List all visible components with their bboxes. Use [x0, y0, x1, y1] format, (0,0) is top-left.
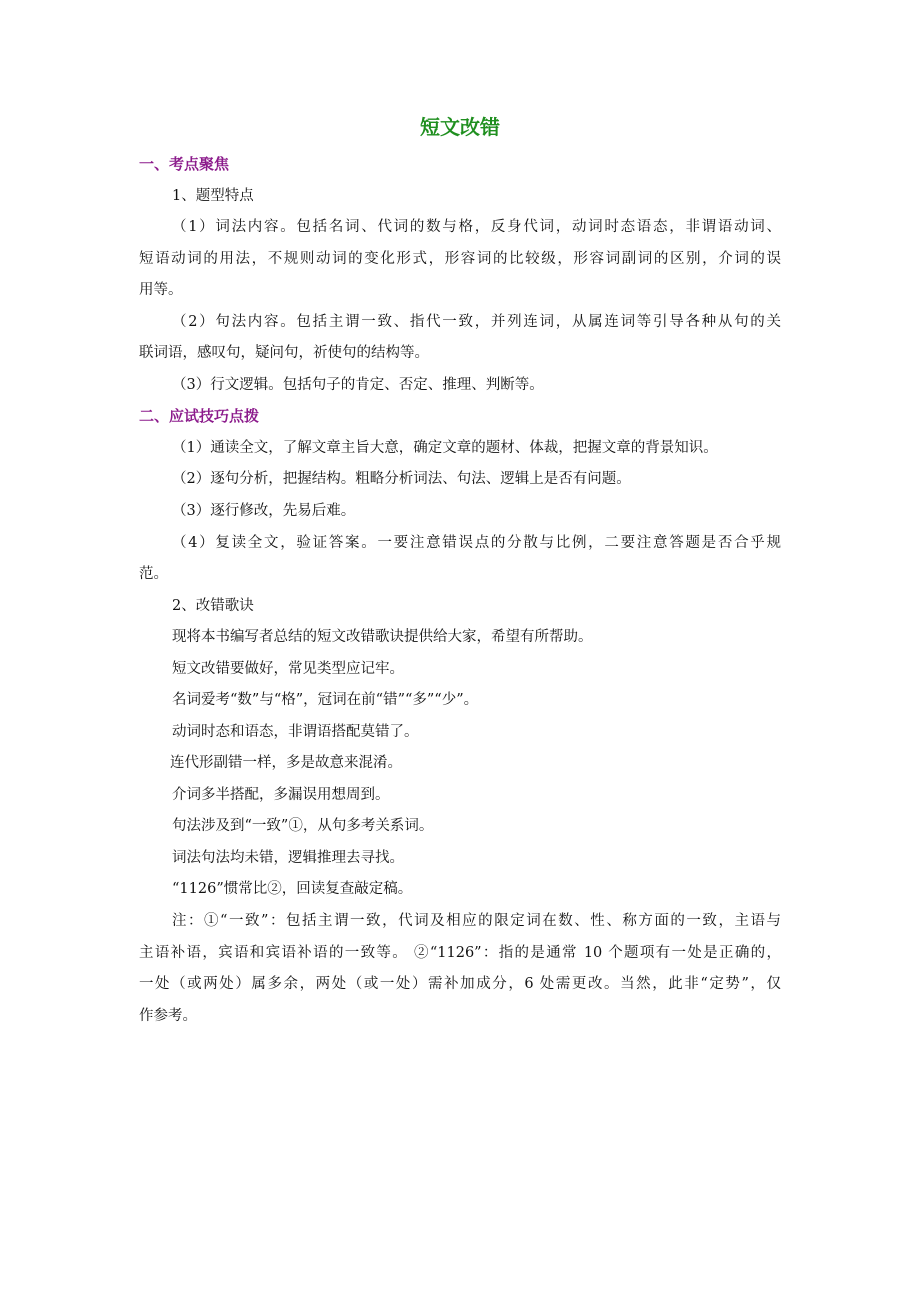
note-line-1: 注：①“一致”：包括主谓一致，代词及相应的限定词在数、性、称方面的一致，主语与	[172, 913, 781, 929]
paragraph-syntax-line-2: 联词语，感叹句，疑问句，祈使句的结构等。	[139, 345, 429, 361]
tip-4-line-1: （4）复读全文，验证答案。一要注意错误点的分散与比例，二要注意答题是否合乎规	[172, 535, 781, 551]
note-line-4: 作参考。	[139, 1008, 197, 1024]
verse-line: “1126”惯常比②，回读复查敲定稿。	[172, 881, 413, 897]
tip-4-line-2: 范。	[139, 566, 168, 582]
section-heading-2: 二、应试技巧点拨	[139, 407, 260, 425]
paragraph-syntax-line-1: （2）句法内容。包括主谓一致、指代一致，并列连词，从属连词等引导各种从句的关	[172, 314, 781, 330]
verse-line: 词法句法均未错，逻辑推理去寻找。	[172, 850, 404, 866]
tip-1: （1）通读全文，了解文章主旨大意，确定文章的题材、体裁，把握文章的背景知识。	[172, 440, 718, 456]
verse-line: 短文改错要做好，常见类型应记牢。	[172, 661, 404, 677]
verse-line: 句法涉及到“一致”①，从句多考关系词。	[172, 818, 434, 834]
tip-2: （2）逐句分析，把握结构。粗略分析词法、句法、逻辑上是否有问题。	[172, 471, 631, 487]
verse-line: 介词多半搭配，多漏误用想周到。	[172, 787, 390, 803]
section-heading-1: 一、考点聚焦	[139, 155, 230, 173]
paragraph-lexical-line-2: 短语动词的用法，不规则动词的变化形式，形容词的比较级，形容词副词的区别，介词的误	[139, 251, 781, 267]
paragraph-logic: （3）行文逻辑。包括句子的肯定、否定、推理、判断等。	[172, 377, 544, 393]
page-title: 短文改错	[420, 115, 500, 139]
note-line-3: 一处（或两处）属多余，两处（或一处）需补加成分，6 处需更改。当然，此非“定势”，仅	[139, 976, 781, 992]
paragraph-lexical-line-1: （1）词法内容。包括名词、代词的数与格，反身代词，动词时态语态，非谓语动词、	[172, 219, 781, 235]
subheading-question-types: 1、题型特点	[172, 188, 254, 204]
mnemonic-intro: 现将本书编写者总结的短文改错歌诀提供给大家，希望有所帮助。	[172, 629, 593, 645]
note-line-2: 主语补语，宾语和宾语补语的一致等。 ②“1126”：指的是通常 10 个题项有一处是正确的，	[139, 945, 781, 961]
subheading-mnemonic: 2、改错歌诀	[172, 598, 254, 614]
verse-line: 名词爱考“数”与“格”，冠词在前“错”“多”“少”。	[172, 692, 479, 708]
verse-line: 动词时态和语态，非谓语搭配莫错了。	[172, 724, 419, 740]
tip-3: （3）逐行修改，先易后难。	[172, 503, 356, 519]
paragraph-lexical-line-3: 用等。	[139, 282, 183, 298]
verse-line: 连代形副错一样，多是故意来混淆。	[170, 755, 402, 771]
